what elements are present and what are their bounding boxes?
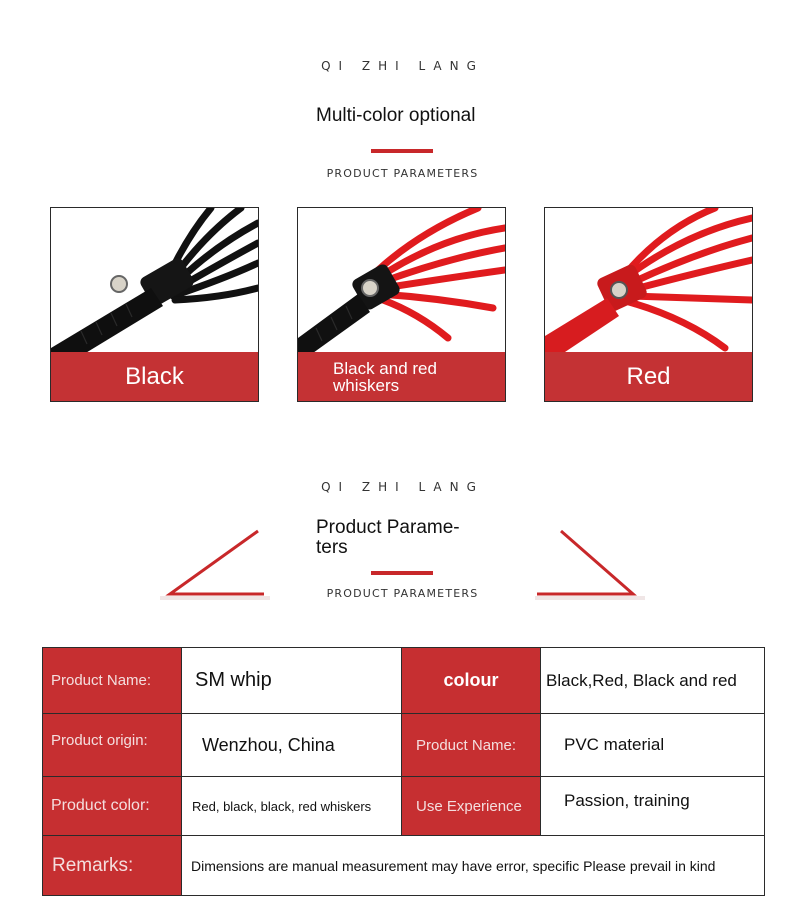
brand-name: QI ZHI LANG [321,59,484,73]
variant-card-black-red[interactable] [297,207,506,402]
brand-name-2: QI ZHI LANG [321,480,484,494]
table-row [43,777,765,836]
param-key: Product Name: [43,648,182,714]
param-key: Use Experience [402,777,541,836]
param-value: Wenzhou, China [182,714,402,777]
decorative-bracket-right [535,525,645,600]
param-value: Dimensions are manual measurement may have error, specific Please prevail in kind [182,836,765,896]
param-value: PVC material [541,714,765,777]
variant-label-black: Black [51,352,258,401]
variant-card-black[interactable] [50,207,259,402]
param-key: Remarks: [43,836,182,896]
param-key: Product color: [43,777,182,836]
param-value: Black,Red, Black and red [541,648,765,714]
title-underline-2 [371,571,433,575]
param-key: colour [402,648,541,714]
variant-label-red: Red [545,352,752,401]
variant-label-black-red: Black and red whiskers [298,352,505,401]
table-row [43,836,765,896]
section-title-colors: Multi-color optional [316,105,476,126]
param-key: Product Name: [402,714,541,777]
parameters-table [42,647,765,896]
decorative-bracket-left [160,525,270,600]
variant-card-red[interactable] [544,207,753,402]
param-value: Red, black, black, red whiskers [182,777,402,836]
param-value: Passion, training [541,777,765,836]
param-key: Product origin: [43,714,182,777]
section-title-parameters: Product Parame- ters [316,517,460,558]
section-subtitle: PRODUCT PARAMETERS [326,167,479,180]
table-row [43,648,765,714]
section-subtitle-2: PRODUCT PARAMETERS [326,587,479,600]
table-row [43,714,765,777]
param-value: SM whip [182,648,402,714]
title-underline [371,149,433,153]
